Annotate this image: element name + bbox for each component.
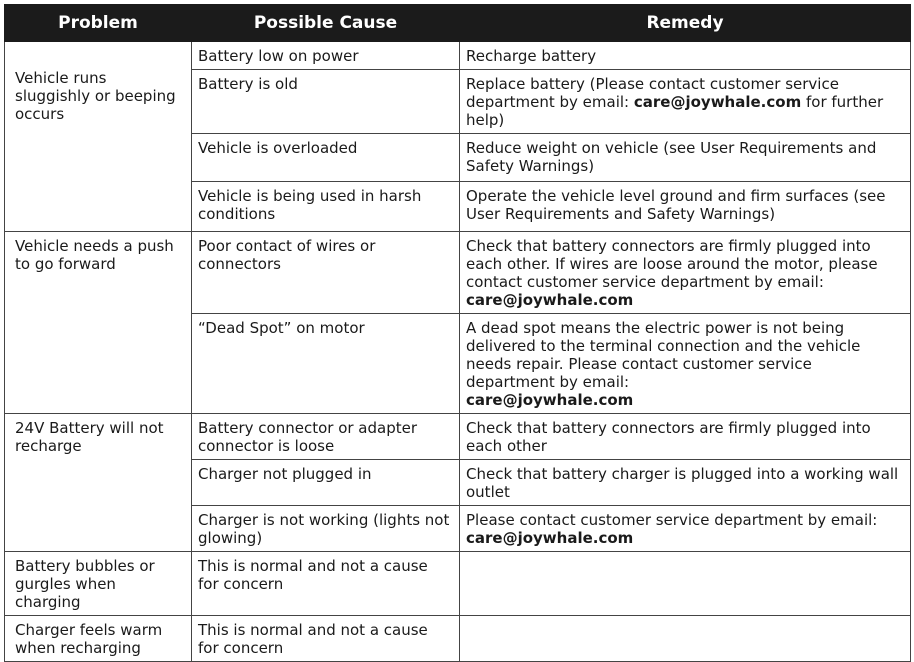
header-possible-cause: Possible Cause <box>192 5 460 42</box>
remedy-text: Replace battery (Please contact customer service department by email: <box>466 75 839 111</box>
cause-cell: This is normal and not a cause for concern <box>192 552 460 616</box>
cause-cell: This is normal and not a cause for concern <box>192 616 460 662</box>
cause-cell: Battery low on power <box>192 42 460 70</box>
remedy-text: Please contact customer service department by email: <box>466 511 878 529</box>
problem-cell: Battery bubbles or gurgles when charging <box>5 552 192 616</box>
remedy-cell <box>460 552 911 616</box>
table-row <box>5 232 911 314</box>
cause-cell: Charger not plugged in <box>192 460 460 506</box>
problem-cell <box>5 42 192 232</box>
problem-cell: 24V Battery will not recharge <box>5 414 192 552</box>
cause-cell: Vehicle is overloaded <box>192 134 460 182</box>
header-remedy: Remedy <box>460 5 911 42</box>
cause-cell: Battery connector or adapter connector is loose <box>192 414 460 460</box>
remedy-cell <box>460 232 911 314</box>
remedy-cell <box>460 506 911 552</box>
cause-cell: “Dead Spot” on motor <box>192 314 460 414</box>
remedy-cell: Recharge battery <box>460 42 911 70</box>
problem-cell: Vehicle needs a push to go forward <box>5 232 192 414</box>
email-address: care@joywhale.com <box>466 291 634 309</box>
remedy-cell <box>460 314 911 414</box>
problem-text: Vehicle runs sluggishly or beeping occurs <box>15 69 176 123</box>
email-address: care@joywhale.com <box>466 391 634 409</box>
remedy-text: Check that battery connectors are firmly plugged into each other. If wires are loose around the motor, please contact customer service department by email: <box>466 237 878 291</box>
table-row <box>5 616 911 662</box>
email-address: care@joywhale.com <box>466 529 634 547</box>
remedy-cell <box>460 616 911 662</box>
remedy-cell: Check that battery charger is plugged into a working wall outlet <box>460 460 911 506</box>
cause-cell: Battery is old <box>192 70 460 134</box>
cause-cell: Vehicle is being used in harsh conditions <box>192 182 460 232</box>
header-row <box>5 5 911 42</box>
remedy-text-after: for further help) <box>466 93 884 129</box>
remedy-text: A dead spot means the electric power is not being delivered to the terminal connection and the vehicle needs repair. Please contact customer service department by email: <box>466 319 861 391</box>
table-row <box>5 414 911 460</box>
header-problem: Problem <box>5 5 192 42</box>
table-row <box>5 552 911 616</box>
email-address: care@joywhale.com <box>633 93 802 111</box>
remedy-cell: Check that battery connectors are firmly plugged into each other <box>460 414 911 460</box>
problem-cell: Charger feels warm when recharging <box>5 616 192 662</box>
cause-cell: Charger is not working (lights not glowing) <box>192 506 460 552</box>
troubleshooting-table <box>4 4 911 662</box>
remedy-cell: Operate the vehicle level ground and firm surfaces (see User Requirements and Safety Warnings) <box>460 182 911 232</box>
remedy-cell: Reduce weight on vehicle (see User Requirements and Safety Warnings) <box>460 134 911 182</box>
table-row <box>5 42 911 70</box>
cause-cell: Poor contact of wires or connectors <box>192 232 460 314</box>
remedy-cell <box>460 70 911 134</box>
